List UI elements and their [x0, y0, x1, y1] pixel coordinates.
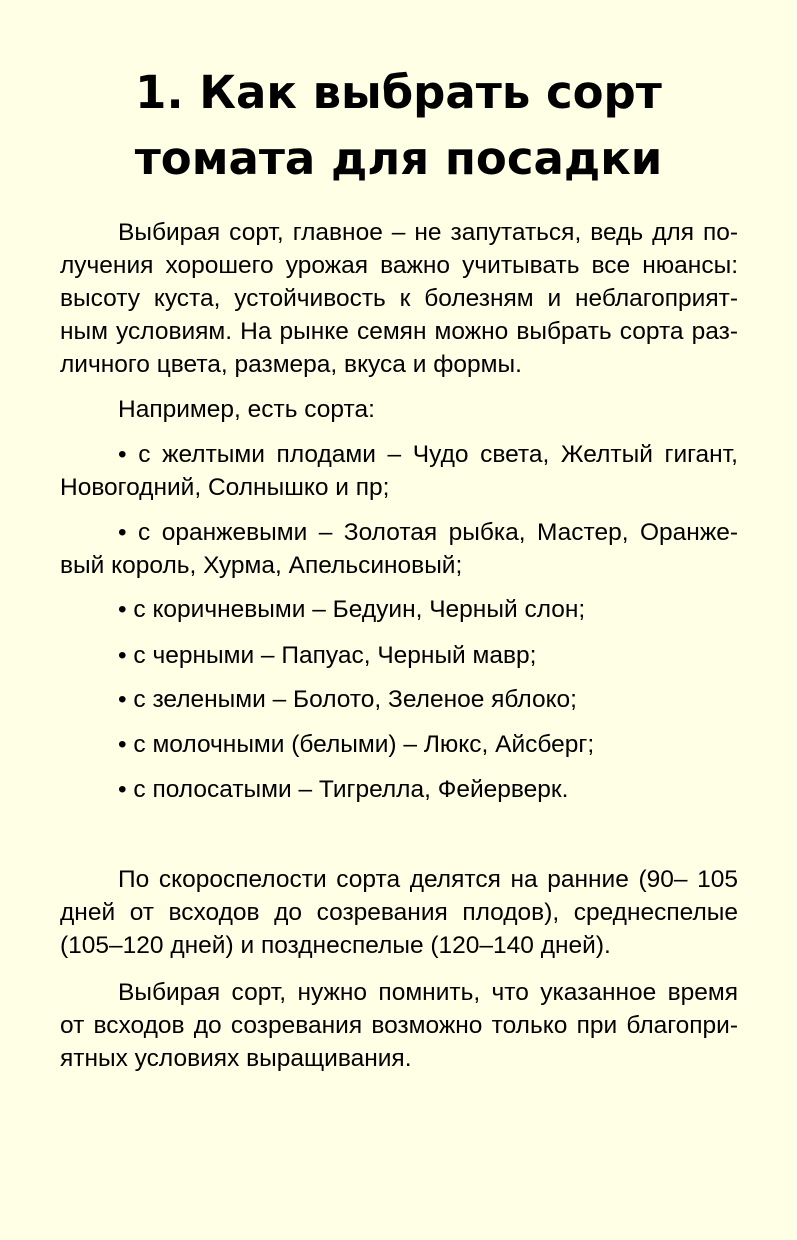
text-line: • с желтыми плодами – Чудо света, Желтый гигант,: [118, 441, 738, 468]
text-line: вый король, Хурма, Апельсиновый;: [60, 552, 463, 579]
text-line: • с зелеными – Болото, Зеленое яблоко;: [118, 686, 577, 713]
title-line: 1. Как выбрать сорт: [135, 66, 662, 119]
text-line: Выбирая сорт, главное – не запутаться, ведь для по-: [118, 219, 738, 246]
text-line: ятных условиях выращивания.: [60, 1045, 412, 1072]
text-line: • с молочными (белыми) – Люкс, Айсберг;: [118, 731, 595, 758]
text-line: высоту куста, устойчивость к болезням и неблагоприят-: [60, 285, 738, 312]
title-line: томата для посадки: [134, 132, 663, 185]
text-line: дней от всходов до созревания плодов), среднеспелые: [60, 899, 738, 926]
text-line: • с черными – Папуас, Черный мавр;: [118, 642, 537, 669]
text-line: Новогодний, Солнышко и пр;: [60, 474, 390, 501]
text-line: • с оранжевыми – Золотая рыбка, Мастер, Оранже-: [118, 519, 738, 546]
text-line: лучения хорошего урожая важно учитывать все нюансы:: [60, 252, 738, 279]
text-line: • с коричневыми – Бедуин, Черный слон;: [118, 596, 586, 623]
text-line: (105–120 дней) и позднеспелые (120–140 дней).: [60, 932, 611, 959]
text-line: личного цвета, размера, вкуса и формы.: [60, 351, 522, 378]
text-line: Например, есть сорта:: [118, 396, 375, 423]
text-line: ным условиям. На рынке семян можно выбрать сорта раз-: [60, 318, 738, 345]
text-line: Выбирая сорт, нужно помнить, что указанное время: [118, 979, 738, 1006]
text-line: • с полосатыми – Тигрелла, Фейерверк.: [118, 776, 569, 803]
text-line: По скороспелости сорта делятся на ранние (90– 105: [118, 866, 738, 893]
text-line: от всходов до созревания возможно только при благопри-: [60, 1012, 738, 1039]
